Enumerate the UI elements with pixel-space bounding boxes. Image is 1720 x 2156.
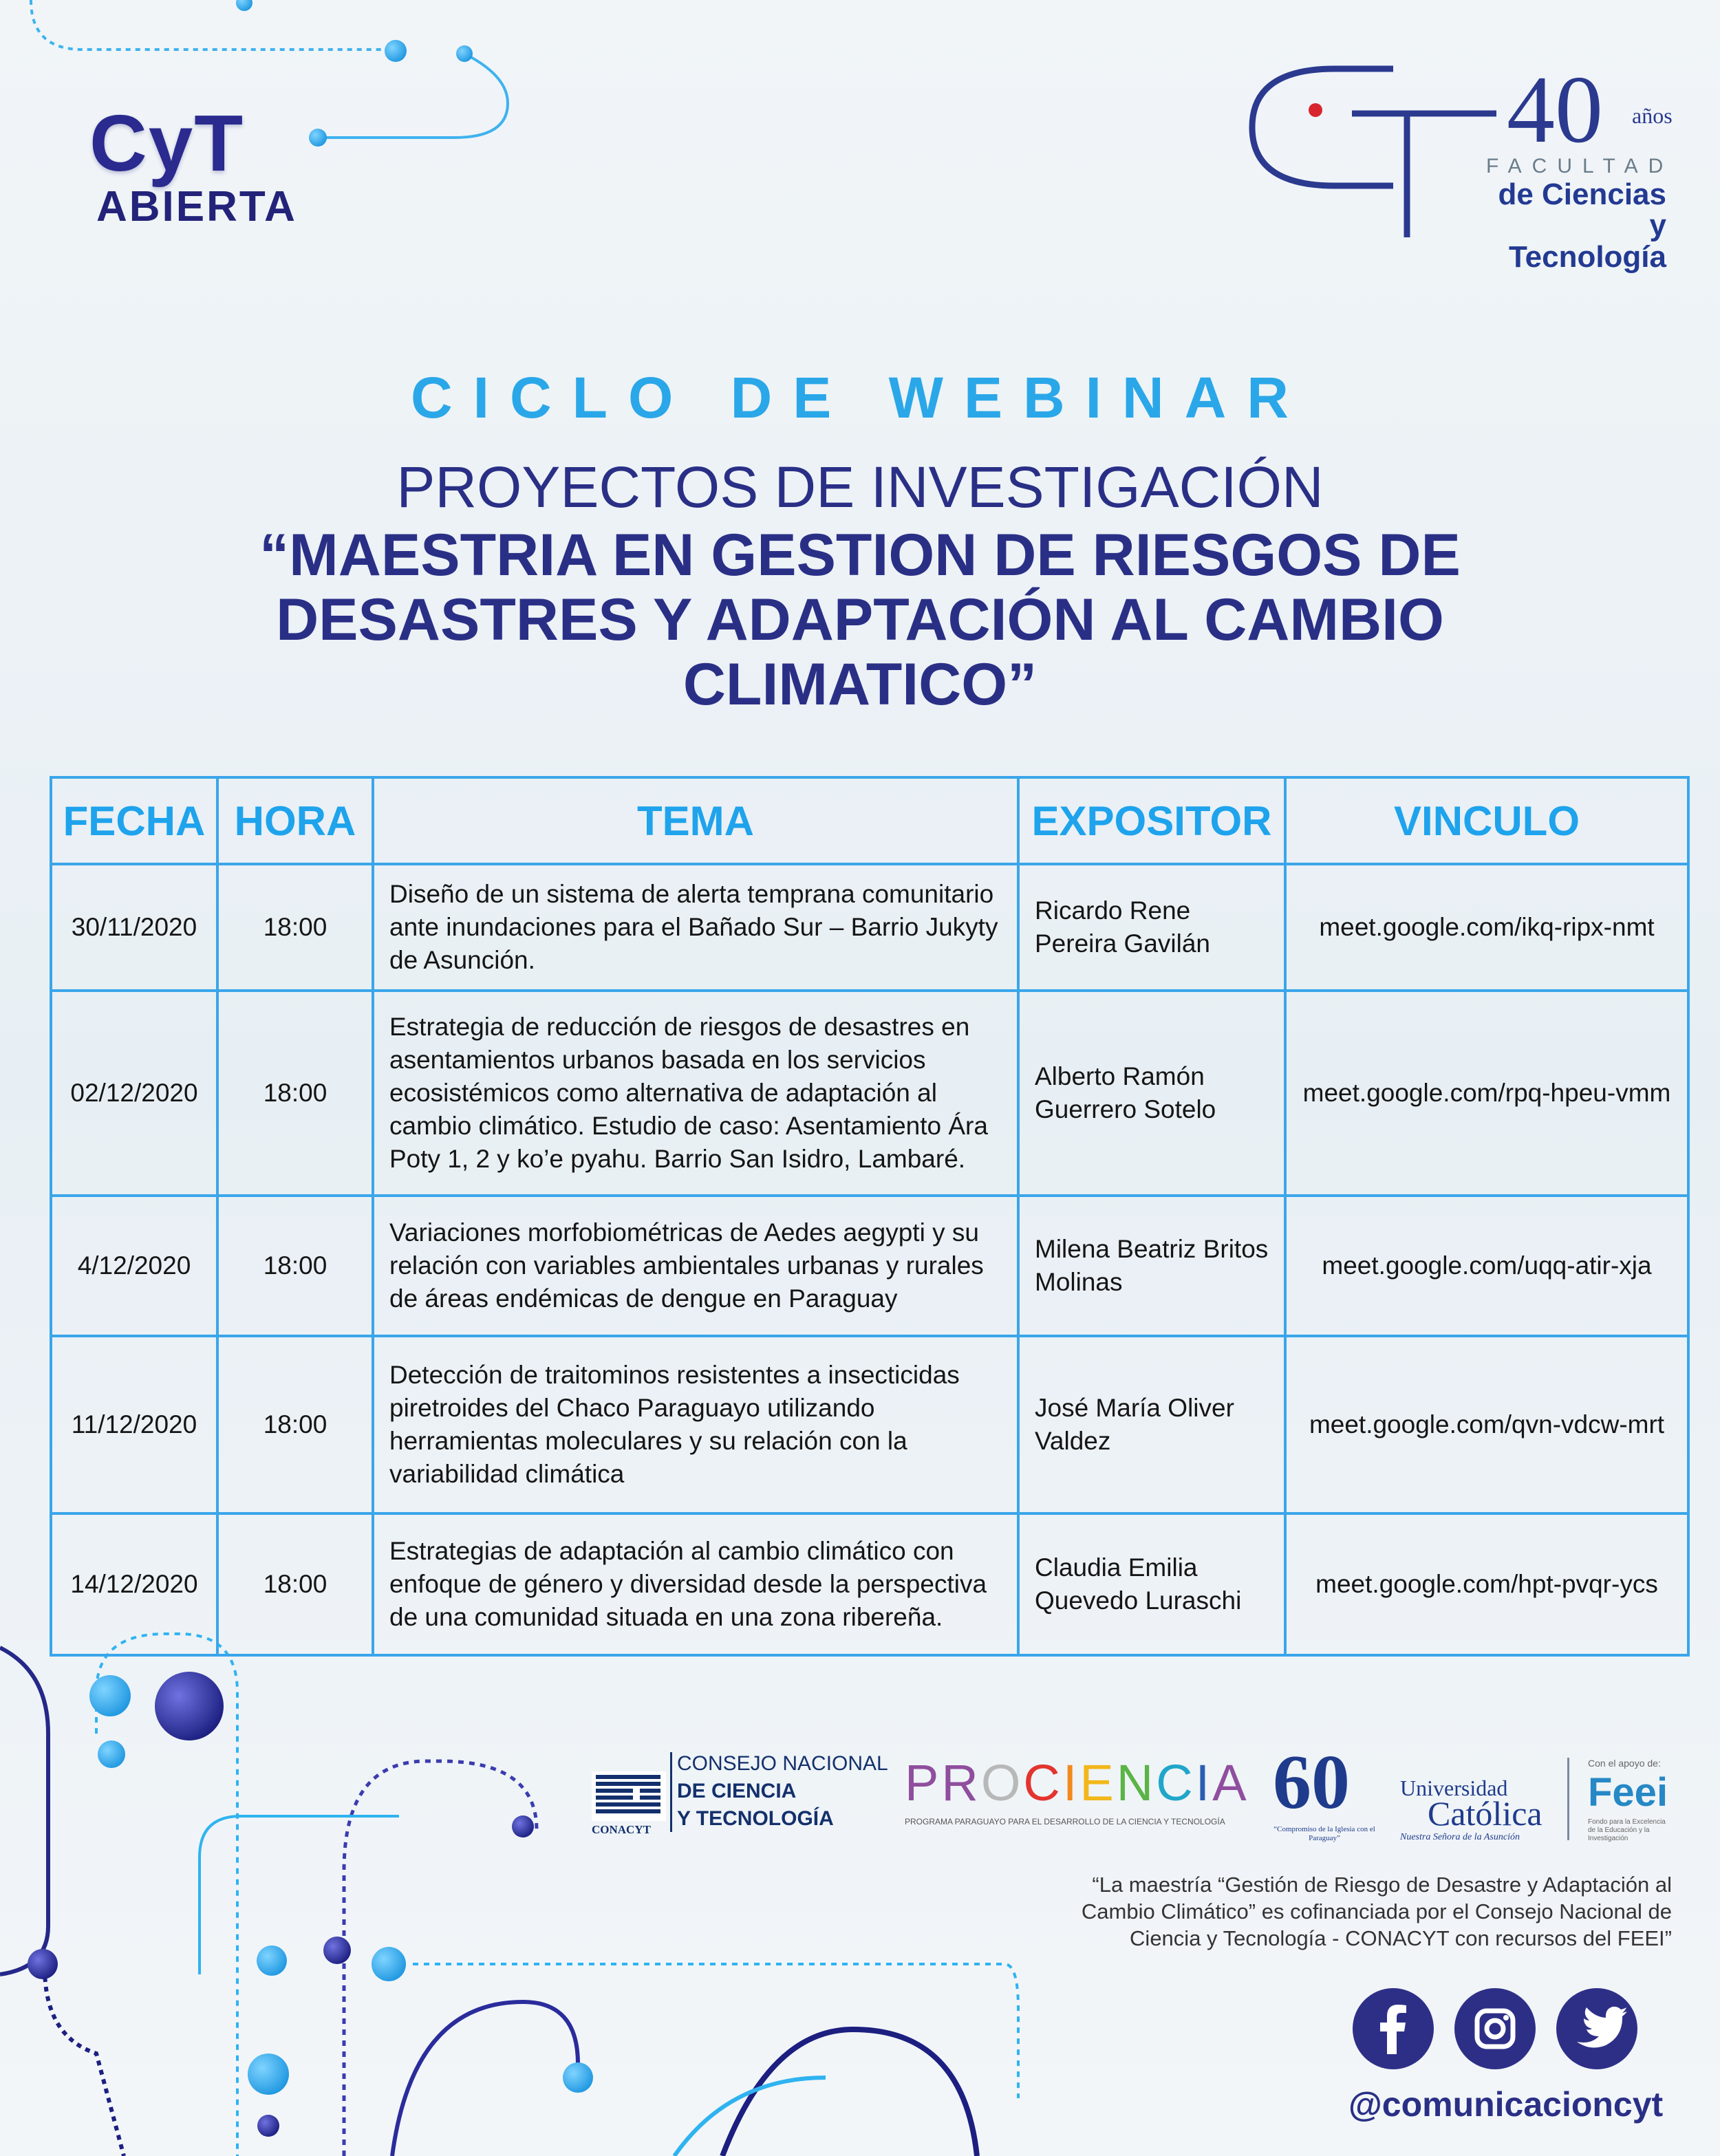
cyt-logo-main: CyT [89, 98, 245, 188]
conacyt-line1: CONSEJO NACIONAL [677, 1752, 888, 1775]
sponsor-divider [1567, 1758, 1569, 1840]
table-row [51, 864, 1688, 991]
conacyt-line2: DE CIENCIA [677, 1780, 797, 1802]
uc-line3: Nuestra Señora de la Asunción [1400, 1832, 1520, 1842]
fct-anos: años [1632, 103, 1673, 128]
uc-line2: Católica [1428, 1794, 1542, 1833]
cell-hora: 18:00 [217, 991, 373, 1196]
conacyt-logo [592, 1751, 888, 1836]
table-row [51, 1196, 1688, 1336]
facebook-icon[interactable] [1353, 1988, 1434, 2069]
conacyt-mark-icon [592, 1771, 666, 1821]
cell-tema: Estrategia de reducción de riesgos de desastres en asentamientos urbanos basada en los servicios ecosistémicos como alternativa de adaptación al cambio climático. Estudio de caso: Asentamiento Ára Poty 1, 2 y ko’e pyahu. Barrio San Isidro, Lambaré. [373, 991, 1018, 1196]
column-header-vinculo: VINCULO [1285, 777, 1688, 864]
cell-expositor: Alberto Ramón Guerrero Sotelo [1018, 991, 1285, 1196]
prociencia-logo [905, 1754, 1249, 1833]
twitter-icon[interactable] [1556, 1988, 1637, 2069]
table-row [51, 991, 1688, 1196]
column-header-hora: HORA [217, 777, 373, 864]
feei-subtitle: Fondo para la Excelencia de la Educación y la Investigación [1588, 1818, 1666, 1842]
cell-hora: 18:00 [217, 1513, 373, 1655]
meeting-link[interactable]: meet.google.com/qvn-vdcw-mrt [1285, 1336, 1688, 1513]
cell-expositor: Ricardo Rene Pereira Gavilán [1018, 864, 1285, 991]
cyt-logo-sub: ABIERTA [96, 183, 297, 230]
meeting-link[interactable]: meet.google.com/ikq-ripx-nmt [1285, 864, 1688, 991]
sixty-number: 60 [1273, 1740, 1350, 1825]
feei-label: Con el apoyo de: [1588, 1758, 1661, 1769]
instagram-icon[interactable] [1454, 1988, 1536, 2069]
cell-hora: 18:00 [217, 864, 373, 991]
table-header-row [51, 777, 1688, 864]
cell-tema: Variaciones morfobiométricas de Aedes aegypti y su relación con variables ambientales urbanas y rurales de áreas endémicas de dengue en Paraguay [373, 1196, 1018, 1336]
social-links [1348, 1988, 1664, 2146]
meeting-link[interactable]: meet.google.com/hpt-pvqr-ycs [1285, 1513, 1688, 1655]
prociencia-subtitle: PROGRAMA PARAGUAYO PARA EL DESARROLLO DE LA CIENCIA Y TECNOLOGÍA [905, 1817, 1225, 1826]
fct-years: 40 [1507, 56, 1603, 163]
cell-fecha: 4/12/2020 [51, 1196, 217, 1336]
cell-tema: Detección de traitominos resistentes a insecticidas piretroides del Chaco Paraguayo utilizando herramientas moleculares y su relación con la variabilidad climática [373, 1336, 1018, 1513]
funding-note: “La maestría “Gestión de Riesgo de Desastre y Adaptación al Cambio Climático” es cofinanciada por el Consejo Nacional de Ciencia y Tecnología - CONACYT con recursos del FEEI” [1081, 1873, 1672, 1950]
table-row [51, 1513, 1688, 1655]
sixty-years-logo [1273, 1740, 1376, 1847]
cell-expositor: José María Oliver Valdez [1018, 1336, 1285, 1513]
prociencia-wordmark-text: PROCIENCIA [905, 1754, 1249, 1811]
conacyt-line3: Y TECNOLOGÍA [677, 1807, 834, 1830]
feei-wordmark: Feei [1588, 1770, 1668, 1815]
column-header-fecha: FECHA [51, 777, 217, 864]
fct-facultad: FACULTAD [1486, 155, 1674, 177]
cell-expositor: Claudia Emilia Quevedo Luraschi [1018, 1513, 1285, 1655]
cell-hora: 18:00 [217, 1196, 373, 1336]
cell-fecha: 14/12/2020 [51, 1513, 217, 1655]
cell-expositor: Milena Beatriz Britos Molinas [1018, 1196, 1285, 1336]
sixty-tagline: “Compromiso de la Iglesia con el Paraguay” [1273, 1825, 1375, 1842]
page-title: “MAESTRIA EN GESTION DE RIESGOS DE DESASTRES Y ADAPTACIÓN AL CAMBIO CLIMATICO” [259, 522, 1461, 718]
conacyt-divider [670, 1752, 672, 1832]
prociencia-wordmark [905, 1754, 1249, 1811]
cell-tema: Estrategias de adaptación al cambio climático con enfoque de género y diversidad desde la perspectiva de una comunidad situada en una zona ribereña. [373, 1513, 1018, 1655]
page-subtitle: PROYECTOS DE INVESTIGACIÓN [396, 455, 1324, 519]
cell-fecha: 30/11/2020 [51, 864, 217, 991]
conacyt-acronym: CONACYT [592, 1823, 651, 1836]
meeting-link[interactable]: meet.google.com/rpq-hpeu-vmm [1285, 991, 1688, 1196]
column-header-tema: TEMA [373, 777, 1018, 864]
fct-name-line1: de Ciencias [1498, 177, 1666, 211]
feei-logo [1588, 1758, 1670, 1840]
uc-line1: Universidad [1400, 1776, 1508, 1800]
cell-fecha: 11/12/2020 [51, 1336, 217, 1513]
schedule-table [50, 776, 1687, 1657]
ct-monogram-icon [1238, 41, 1514, 248]
column-header-expositor: EXPOSITOR [1018, 777, 1285, 864]
cell-fecha: 02/12/2020 [51, 991, 217, 1196]
webinar-eyebrow: CICLO DE WEBINAR [411, 365, 1309, 430]
cell-tema: Diseño de un sistema de alerta temprana comunitario ante inundaciones para el Bañado Sur – Barrio Jukyty de Asunción. [373, 864, 1018, 991]
universidad-catolica-logo [1400, 1758, 1565, 1840]
meeting-link[interactable]: meet.google.com/uqq-atir-xja [1285, 1196, 1688, 1336]
social-handle[interactable]: @comunicacioncyt [1348, 2085, 1664, 2124]
table-row [51, 1336, 1688, 1513]
fct-name-line2: y Tecnología [1509, 208, 1666, 274]
cell-hora: 18:00 [217, 1336, 373, 1513]
cyt-abierta-logo [89, 98, 323, 241]
sponsor-logos [592, 1737, 1679, 1847]
fct-40-logo [1238, 41, 1679, 274]
